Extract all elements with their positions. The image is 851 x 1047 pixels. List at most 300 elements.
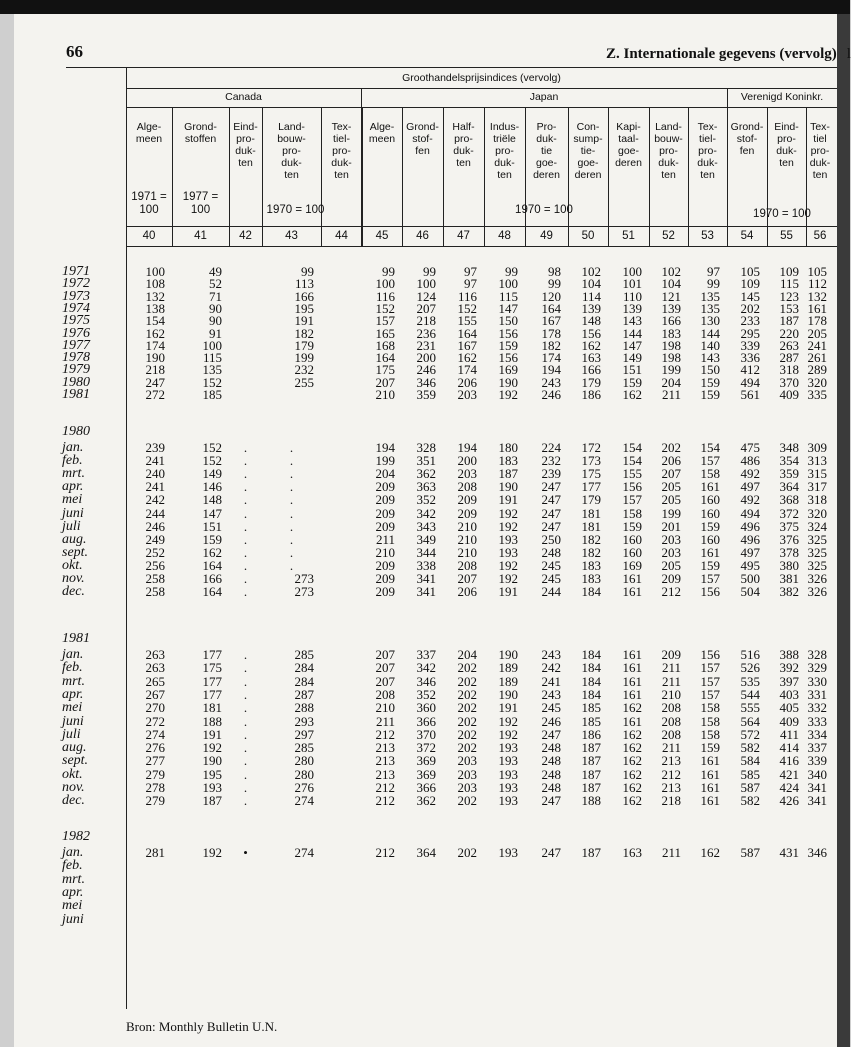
table-cell: 242 (541, 660, 561, 676)
row-label: jan. (62, 647, 84, 662)
table-cell: 352 (416, 492, 436, 508)
table-cell: 582 (740, 740, 760, 756)
table-cell: 335 (807, 387, 827, 402)
table-cell: 209 (375, 518, 395, 534)
table-cell: 202 (457, 740, 477, 756)
column-header: Tex- tiel pro- duk- ten (809, 121, 831, 181)
table-cell: 372 (779, 505, 799, 521)
table-cell: 185 (581, 713, 601, 729)
table-cell: 132 (807, 288, 827, 304)
column-number: 54 (740, 230, 754, 242)
table-cell: 192 (498, 713, 518, 729)
table-cell: 158 (700, 700, 720, 716)
table-cell: 277 (145, 753, 165, 769)
table-cell: 184 (581, 686, 601, 702)
table-cell: 247 (541, 505, 561, 521)
table-cell: 166 (661, 313, 681, 329)
table-cell: 91 (209, 325, 222, 341)
table-cell: 212 (375, 845, 395, 860)
table-cell: 99 (548, 276, 561, 292)
column-header: Alge- meen (368, 121, 396, 145)
row-label: juni (62, 713, 84, 729)
table-cell: 205 (661, 479, 681, 495)
table-cell: 246 (145, 518, 165, 534)
table-cell: 190 (498, 647, 518, 662)
table-cell: 492 (740, 492, 760, 508)
table-cell: 164 (457, 325, 477, 341)
table-cell: 161 (807, 300, 827, 316)
row-label: 1972 (62, 276, 90, 292)
table-cell: 208 (661, 700, 681, 716)
table-cell: 200 (457, 453, 477, 469)
table-cell: 114 (581, 288, 601, 304)
table-cell: 362 (416, 466, 436, 482)
table-cell: 208 (457, 557, 477, 573)
table-cell: 241 (145, 479, 165, 495)
table-cell: 359 (416, 387, 436, 402)
table-cell: 241 (541, 673, 561, 689)
table-cell: 272 (145, 387, 165, 402)
scan-right-edge (837, 14, 850, 1047)
table-cell: 341 (807, 780, 827, 795)
row-label: apr. (62, 479, 84, 495)
table-cell: 161 (622, 647, 642, 662)
row-label: 1973 (62, 288, 90, 304)
table-cell: 497 (740, 544, 760, 560)
table-cell: 148 (581, 313, 601, 329)
table-cell: 206 (457, 584, 477, 600)
table-cell: 256 (145, 557, 165, 573)
row-label: 1979 (62, 362, 90, 378)
table-cell: 193 (498, 780, 518, 795)
table-cell: 100 (375, 276, 395, 292)
table-cell: 193 (498, 740, 518, 756)
table-cell: 195 (202, 766, 222, 782)
table-cell: 162 (622, 700, 642, 716)
table-cell: 403 (779, 686, 799, 702)
table-cell: 157 (622, 492, 642, 508)
table-cell: 159 (700, 374, 720, 390)
table-cell: 208 (661, 713, 681, 729)
table-cell: 325 (807, 531, 827, 547)
table-cell: 359 (779, 466, 799, 482)
table-cell: 213 (375, 766, 395, 782)
table-cell: 363 (416, 479, 436, 495)
row-label: 1978 (62, 350, 90, 366)
table-cell: 318 (807, 492, 827, 508)
column-number: 55 (780, 230, 793, 242)
table-cell: 281 (145, 845, 165, 860)
table-cell: 135 (700, 288, 720, 304)
table-cell: 288 (294, 700, 314, 716)
table-cell: 411 (779, 726, 799, 742)
table-cell: 247 (145, 374, 165, 390)
table-cell: 181 (581, 518, 601, 534)
table-cell: 326 (807, 571, 827, 586)
table-cell: 218 (416, 313, 436, 329)
table-cell: 504 (740, 584, 760, 600)
table-cell: 263 (779, 337, 799, 353)
table-cell: 329 (807, 660, 827, 676)
table-cell: 183 (581, 557, 601, 573)
table-cell: 190 (498, 686, 518, 702)
table-cell: 156 (622, 479, 642, 495)
table-cell: 192 (498, 571, 518, 586)
table-cell: 248 (541, 780, 561, 795)
table-cell: 285 (294, 740, 314, 756)
table-cell: 263 (145, 660, 165, 676)
table-cell: 366 (416, 780, 436, 795)
table-cell: 99 (505, 264, 518, 279)
table-cell: 190 (498, 374, 518, 390)
table-cell: 211 (375, 531, 395, 547)
table-cell: 138 (145, 300, 165, 316)
table-cell: 164 (541, 300, 561, 316)
table-cell: 338 (416, 557, 436, 573)
table-cell: 184 (581, 584, 601, 600)
table-cell: 349 (416, 531, 436, 547)
table-cell: 160 (700, 505, 720, 521)
rule-top (66, 67, 837, 68)
table-cell: 369 (416, 753, 436, 769)
table-cell: 186 (581, 726, 601, 742)
table-cell: 409 (779, 713, 799, 729)
table-cell: 206 (661, 453, 681, 469)
table-cell: 100 (498, 276, 518, 292)
table-cell: . (289, 440, 294, 455)
table-cell: 100 (622, 264, 642, 279)
table-cell: 245 (541, 557, 561, 573)
table-cell: 139 (622, 300, 642, 316)
table-cell: 180 (498, 440, 518, 455)
table-cell: 71 (209, 288, 222, 304)
table-cell: 258 (145, 584, 165, 600)
table-cell: 189 (498, 673, 518, 689)
base-year-col40: 1971 = 100 (131, 191, 167, 216)
table-cell: 161 (700, 544, 720, 560)
row-label: jan. (62, 845, 84, 860)
table-cell: 200 (416, 350, 436, 366)
table-cell: 233 (740, 313, 760, 329)
table-cell: 210 (375, 544, 395, 560)
table-cell: 351 (416, 453, 436, 469)
table-cell: 500 (740, 571, 760, 586)
table-cell: 494 (740, 374, 760, 390)
table-cell: 360 (416, 700, 436, 716)
table-super-title: Groothandelsprijsindices (vervolg) (402, 72, 561, 84)
table-cell: 199 (294, 350, 314, 366)
table-cell: 584 (740, 753, 760, 769)
year-heading: 1980 (62, 424, 90, 439)
table-cell: 320 (807, 505, 827, 521)
table-cell: 207 (375, 673, 395, 689)
row-label: 1971 (62, 264, 90, 279)
row-label: feb. (62, 858, 83, 874)
table-cell: 159 (700, 557, 720, 573)
table-cell: 346 (416, 374, 436, 390)
table-cell: 366 (416, 713, 436, 729)
table-cell: 102 (581, 264, 601, 279)
table-cell: 344 (416, 544, 436, 560)
table-cell: 246 (416, 362, 436, 378)
table-cell: 115 (779, 276, 799, 292)
table-cell: 285 (294, 647, 314, 662)
table-cell: 564 (740, 713, 760, 729)
table-cell: 178 (807, 313, 827, 329)
table-cell: 276 (294, 780, 314, 795)
table-cell: 189 (498, 660, 518, 676)
table-cell: 199 (661, 362, 681, 378)
table-cell: 160 (700, 531, 720, 547)
table-cell: 336 (740, 350, 760, 366)
table-cell: 247 (541, 492, 561, 508)
table-cell: 199 (375, 453, 395, 469)
column-number: 48 (498, 230, 511, 242)
rule-japan-uk (727, 88, 728, 246)
table-cell: 192 (202, 845, 222, 860)
table-cell: 247 (541, 845, 561, 860)
table-cell: 187 (779, 313, 799, 329)
table-cell: 326 (807, 584, 827, 600)
row-label: aug. (62, 531, 87, 547)
table-cell: 164 (375, 350, 395, 366)
column-number: 50 (581, 230, 595, 242)
table-cell: 250 (541, 531, 561, 547)
table-cell: 139 (581, 300, 601, 316)
table-cell: 202 (740, 300, 760, 316)
table-cell: 161 (622, 584, 642, 600)
table-cell: 211 (661, 740, 681, 756)
table-cell: 193 (498, 845, 518, 860)
running-head-text: Z. Internationale gegevens (vervolg) (606, 46, 837, 62)
table-cell: 159 (202, 531, 222, 547)
table-cell: 115 (498, 288, 518, 304)
table-cell: . (243, 647, 248, 662)
table-cell: 224 (541, 440, 561, 455)
table-cell: 164 (202, 584, 222, 600)
table-cell: 147 (622, 337, 642, 353)
table-cell: 110 (622, 288, 642, 304)
table-cell: 267 (145, 686, 165, 702)
table-cell: 236 (416, 325, 436, 341)
table-cell: 202 (457, 660, 477, 676)
table-cell: . (243, 713, 248, 729)
table-cell: . (243, 531, 248, 547)
column-number: 56 (813, 230, 827, 242)
table-cell: 157 (700, 660, 720, 676)
table-cell: . (289, 492, 294, 508)
table-cell: 188 (202, 713, 222, 729)
table-cell: 242 (145, 492, 165, 508)
row-label: dec. (62, 793, 85, 809)
row-label: mrt. (62, 871, 85, 887)
table-cell: 218 (145, 362, 165, 378)
table-cell: 492 (740, 466, 760, 482)
table-cell: 370 (779, 374, 799, 390)
table-cell: 123 (779, 288, 799, 304)
table-cell: 172 (581, 440, 601, 455)
table-cell: 120 (541, 288, 561, 304)
table-cell: 475 (740, 440, 760, 455)
table-cell: 154 (145, 313, 165, 329)
table-cell: 98 (548, 264, 561, 279)
table-cell: 157 (700, 571, 720, 586)
table-cell: 191 (202, 726, 222, 742)
row-label: nov. (62, 780, 85, 795)
table-cell: 295 (740, 325, 760, 341)
table-cell: 182 (294, 325, 314, 341)
table-cell: 177 (581, 479, 601, 495)
running-head-tail: l (846, 46, 851, 62)
table-cell: 232 (541, 453, 561, 469)
table-cell: 181 (581, 505, 601, 521)
table-cell: 194 (457, 440, 477, 455)
table-cell: 287 (779, 350, 799, 366)
table-cell: 159 (622, 518, 642, 534)
table-cell: 272 (145, 713, 165, 729)
row-label: juni (62, 911, 84, 927)
table-cell: 179 (581, 492, 601, 508)
base-year-canada: 1970 = 100 (266, 204, 325, 216)
table-cell: 185 (581, 700, 601, 716)
table-cell: 207 (416, 300, 436, 316)
row-label: 1981 (62, 387, 90, 402)
table-cell: 416 (779, 753, 799, 769)
table-cell: 381 (779, 571, 799, 586)
table-cell: 495 (740, 557, 760, 573)
table-cell: 246 (541, 387, 561, 402)
table-cell: 210 (457, 518, 477, 534)
row-label: 1980 (62, 374, 90, 390)
table-cell: 187 (498, 466, 518, 482)
table-cell: 278 (145, 780, 165, 795)
column-number: 53 (701, 230, 714, 242)
table-cell: 324 (807, 518, 827, 534)
table-cell: 162 (622, 726, 642, 742)
table-cell: 339 (740, 337, 760, 353)
table-cell: 151 (202, 518, 222, 534)
table-cell: . (243, 544, 248, 560)
table-cell: 204 (661, 374, 681, 390)
table-cell: 188 (581, 793, 601, 809)
table-cell: 231 (416, 337, 436, 353)
column-header: Eind- pro- duk- ten (774, 121, 799, 169)
table-cell: 124 (416, 288, 436, 304)
table-cell: 175 (375, 362, 395, 378)
table-cell: 494 (740, 505, 760, 521)
table-cell: 247 (541, 726, 561, 742)
table-cell: 209 (375, 557, 395, 573)
table-cell: 193 (498, 766, 518, 782)
table-cell: 166 (202, 571, 222, 586)
table-cell: 263 (145, 647, 165, 662)
table-cell: 99 (382, 264, 395, 279)
row-label: juli (62, 726, 81, 742)
row-label: sept. (62, 544, 89, 560)
rule-under-groups (126, 107, 837, 108)
column-number: 47 (457, 230, 470, 242)
table-cell: 178 (541, 325, 561, 341)
table-cell: 162 (700, 845, 720, 860)
table-cell: 191 (294, 313, 314, 329)
table-cell: 243 (541, 374, 561, 390)
row-label: okt. (62, 557, 83, 573)
column-number: 42 (239, 230, 252, 242)
table-cell: 161 (622, 686, 642, 702)
table-cell: 362 (416, 793, 436, 809)
table-cell: 205 (807, 325, 827, 341)
table-cell: 187 (202, 793, 222, 809)
table-cell: 157 (375, 313, 395, 329)
table-cell: 265 (145, 673, 165, 689)
table-cell: 90 (209, 300, 222, 316)
table-cell: 161 (700, 479, 720, 495)
table-cell: 179 (581, 374, 601, 390)
table-cell: 211 (661, 387, 681, 402)
column-number: 43 (285, 230, 298, 242)
table-cell: 587 (740, 845, 760, 860)
table-cell: 210 (375, 700, 395, 716)
table-cell: 207 (375, 660, 395, 676)
table-cell: 182 (581, 531, 601, 547)
table-cell: 190 (202, 753, 222, 769)
table-cell: 289 (807, 362, 827, 378)
table-cell: 191 (498, 492, 518, 508)
table-cell: 203 (457, 780, 477, 795)
table-cell: 157 (700, 686, 720, 702)
table-cell: 397 (779, 673, 799, 689)
table-cell: 183 (498, 453, 518, 469)
table-cell: 380 (779, 557, 799, 573)
table-cell: 159 (700, 740, 720, 756)
table-cell: 293 (294, 713, 314, 729)
table-cell: 169 (622, 557, 642, 573)
table-cell: 346 (807, 845, 827, 860)
table-cell: 158 (622, 505, 642, 521)
table-cell: 213 (661, 780, 681, 795)
table-cell: 185 (202, 387, 222, 402)
table-cell: 274 (294, 793, 314, 809)
column-header: Land- bouw- pro- duk- ten (277, 121, 306, 181)
table-cell: 187 (581, 845, 601, 860)
table-cell: . (243, 492, 248, 508)
table-cell: 255 (294, 374, 314, 390)
table-cell: 148 (202, 492, 222, 508)
table-cell: 247 (541, 479, 561, 495)
table-cell: 212 (375, 793, 395, 809)
table-cell: 337 (807, 740, 827, 756)
table-cell: 246 (541, 713, 561, 729)
table-cell: 156 (700, 584, 720, 600)
table-cell: 143 (622, 313, 642, 329)
table-cell: 330 (807, 673, 827, 689)
table-cell: 208 (661, 726, 681, 742)
table-cell: . (243, 726, 248, 742)
table-cell: 209 (375, 571, 395, 586)
column-header: Half- pro- duk- ten (452, 121, 475, 169)
table-cell: 207 (375, 647, 395, 662)
table-cell: 426 (779, 793, 799, 809)
row-label: 1974 (62, 300, 90, 316)
table-cell: 154 (622, 453, 642, 469)
table-cell: 160 (622, 544, 642, 560)
table-cell: 245 (541, 571, 561, 586)
table-cell: 100 (202, 337, 222, 353)
table-cell: 325 (807, 557, 827, 573)
table-cell: 313 (807, 453, 827, 469)
table-cell: . (243, 440, 248, 455)
row-label: sept. (62, 753, 89, 769)
